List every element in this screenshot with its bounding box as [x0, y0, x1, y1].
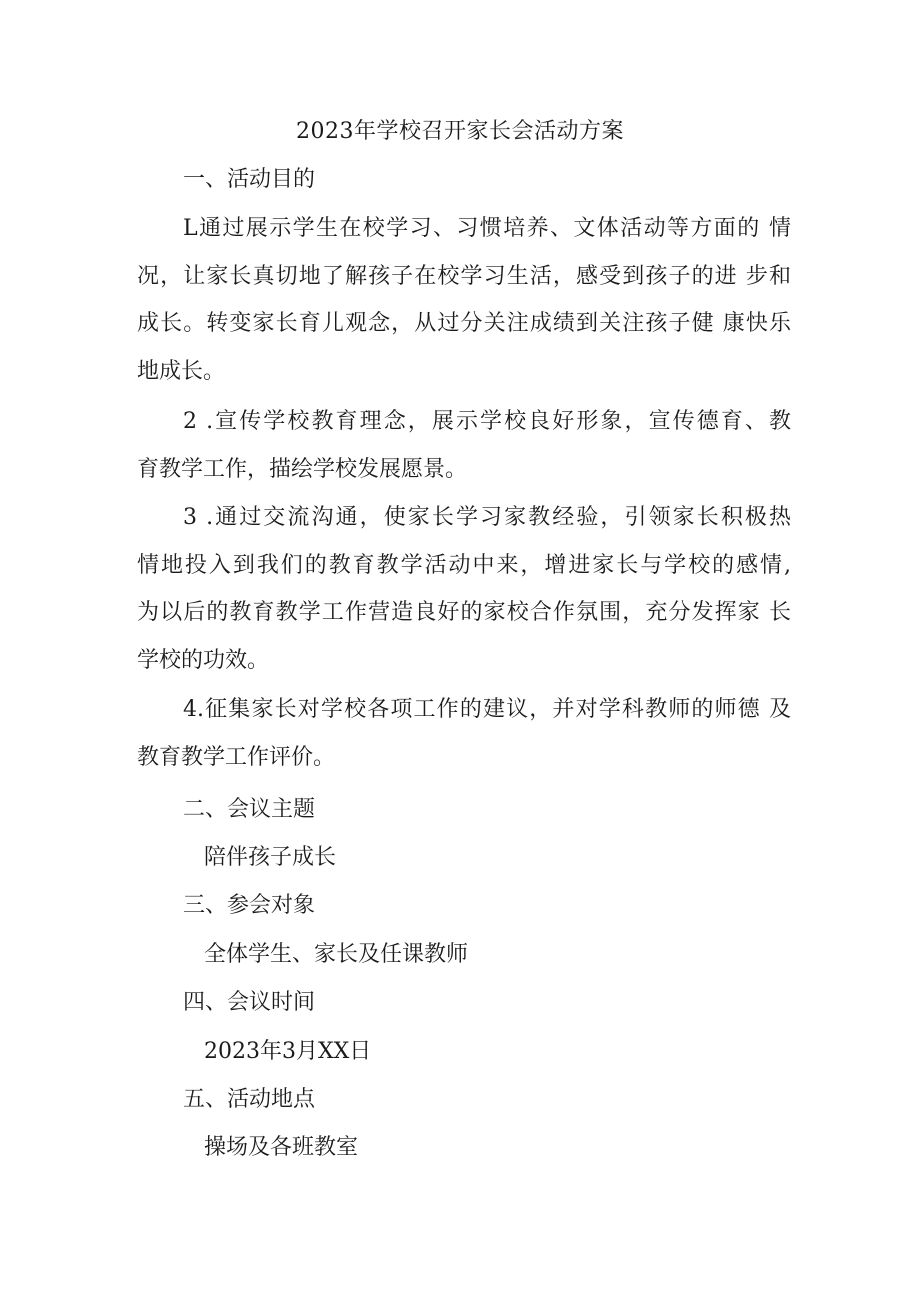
document-title: 2023年学校召开家长会活动方案 — [296, 119, 624, 144]
purpose-item-3-line-1: 3 .通过交流沟通，使家长学习家教经验，引领家长积极热 — [183, 505, 791, 530]
purpose-item-3 — [137, 494, 791, 684]
purpose-item-1-line-1: L通过展示学生在校学习、习惯培养、文体活动等方面的 情 — [183, 216, 791, 241]
purpose-item-2 — [137, 398, 791, 493]
attendees-value: 全体学生、家长及任课教师 — [204, 942, 469, 967]
section-heading-location: 五、活动地点 — [183, 1087, 316, 1112]
location-value: 操场及各班教室 — [204, 1135, 359, 1160]
purpose-item-1-line-4: 地成长。 — [137, 358, 226, 384]
meeting-time-value: 2023年3月XX日 — [204, 1039, 372, 1064]
purpose-item-4-line-1: 4.征集家长对学校各项工作的建议，并对学科教师的师德 及 — [183, 697, 791, 722]
purpose-item-2-line-1: 2 .宣传学校教育理念，展示学校良好形象，宣传德育、教 — [183, 409, 791, 434]
purpose-item-4-line-2: 教育教学工作评价。 — [137, 744, 336, 770]
section-heading-time: 四、会议时间 — [183, 990, 316, 1015]
section-heading-attendees: 三、参会对象 — [183, 893, 316, 918]
purpose-item-1-line-2: 况，让家长真切地了解孩子在校学习生活，感受到孩子的进 步和 — [137, 263, 791, 289]
section-heading-theme: 二、会议主题 — [183, 797, 316, 822]
purpose-item-4 — [137, 686, 791, 781]
meeting-theme-value: 陪伴孩子成长 — [204, 845, 337, 870]
purpose-item-3-line-2: 情地投入到我们的教育教学活动中来，增进家长与学校的感情, — [137, 552, 791, 578]
purpose-item-3-line-3: 为以后的教育教学工作营造良好的家校合作氛围，充分发挥家 长 — [137, 600, 791, 625]
purpose-item-1 — [137, 205, 791, 395]
purpose-item-1-line-3: 成长。转变家长育儿观念，从过分关注成绩到关注孩子健 康快乐 — [137, 311, 791, 336]
purpose-item-3-line-4: 学校的功效。 — [137, 647, 270, 673]
section-heading-purpose: 一、活动目的 — [183, 167, 316, 192]
purpose-item-2-line-2: 育教学工作，描绘学校发展愿景。 — [137, 456, 468, 482]
